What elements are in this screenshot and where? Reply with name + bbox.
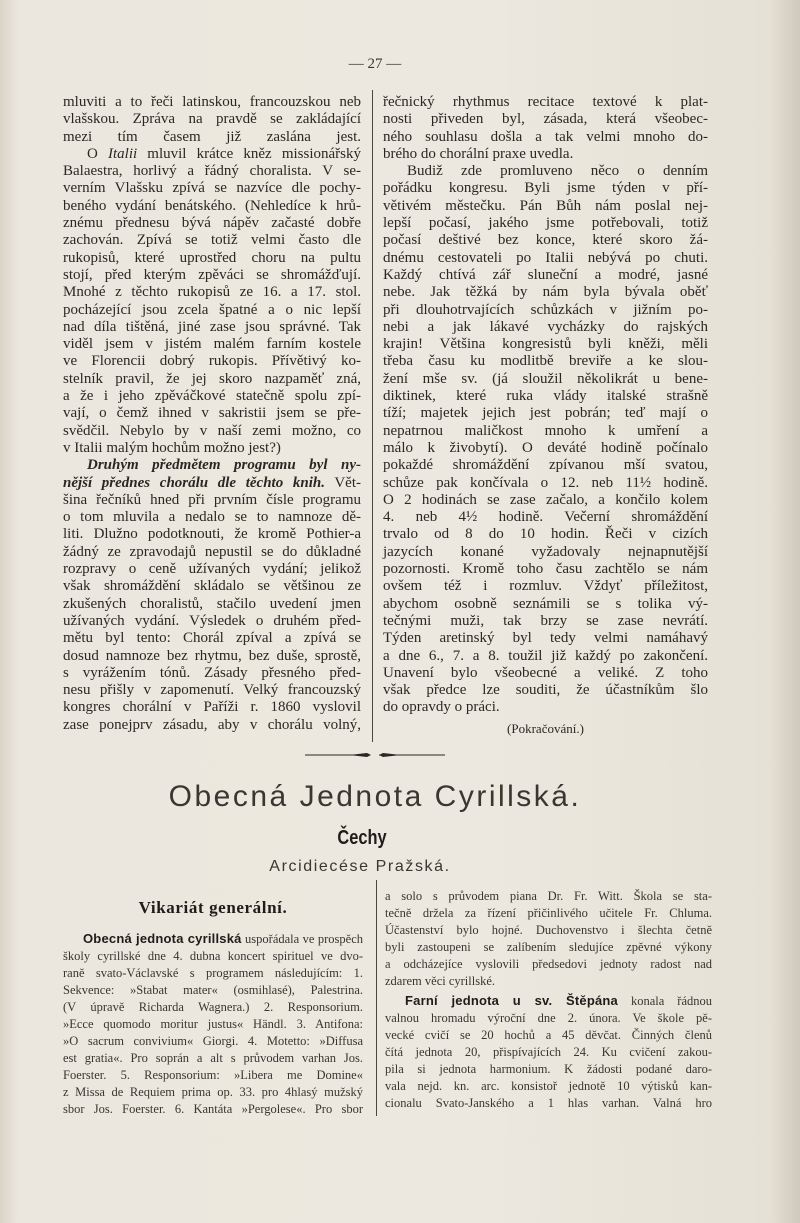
text-line: abychom osobně seznámili se s tolika vý-	[383, 595, 708, 612]
text-line: viděl jsem v jistém malém farním kostele	[63, 336, 361, 353]
text-line: jazycích konané vyžadovaly nejnapnutější	[383, 543, 708, 560]
text-line: však shromáždění skládalo se většinou ze	[63, 578, 361, 595]
text-line: však předce lze souditi, že účastníkům šlo	[383, 682, 708, 699]
text-line: zkušených choralistů, stačilo uvedení jmen	[63, 595, 361, 612]
text-line: o tom mluvila a nedalo se to namnoze dě-	[63, 509, 361, 526]
emphasized-text: Druhým předmětem programu byl ny-	[87, 457, 361, 474]
column-divider-bottom	[376, 880, 377, 1116]
text-line: Mnohé z těchto rukopisů ze 16. a 17. stol.	[63, 284, 361, 301]
text-line: málo k živobytí). O deváté hodině počínalo	[383, 439, 708, 456]
text-line: v Italii malým hochům možno jest?)	[63, 439, 281, 456]
text-line: pořádku kongresu. Byli jsme týden v pří-	[383, 180, 708, 197]
text-line: žení mše sv. (já sloužil několikrát u bene-	[383, 370, 708, 387]
text-line: rukopisů, které uprostřed choru na pultu	[63, 249, 361, 266]
emphasized-text: Italii	[107, 145, 138, 162]
text-line: lepší počasí, jakého jsme potřebovali, totiž	[383, 215, 708, 232]
text-line: byli zastoupeni se zalíbením sledujíce zpěvné výkony	[385, 940, 712, 954]
text-line: tečnými muži, tak brzy se zase nevrátí.	[383, 612, 708, 629]
text-line	[63, 475, 361, 492]
text-line: užívaných vydání. Výsledek o druhém před-	[63, 612, 361, 629]
continued-note: (Pokračování.)	[507, 720, 584, 736]
text-line: Unavení bylo všeobecné a veliké. Z toho	[383, 664, 708, 681]
text-line: nepatrnou maličkost mnoho k umření a	[383, 422, 708, 439]
text-line: ovšem též i rozmluv. Vždyť příležitost,	[383, 578, 708, 595]
text-line: větivém městečku. Pán Bůh nám poslal nej-	[383, 197, 708, 214]
text-line: schůze pak končívala o 12. neb 11½ hodině.	[383, 474, 708, 491]
text-line: brého do chorální praxe uvedla.	[383, 145, 574, 162]
text-line: šina řečníků hned při prvním čísle programu	[63, 491, 361, 508]
text-line: Foerster. 5. Responsorium: »Libera me Domine«	[63, 1068, 363, 1082]
text-line: vlašskou. Zpráva na pravdě se zakládající	[63, 111, 361, 128]
text-line: verním Vlašsku zpívá se nazvíce dle pochy-	[63, 180, 361, 197]
text-line: cionalu Svato-Janského a 1 hlas varhan. Valná hro	[385, 1096, 712, 1110]
text-line: pila si jednota harmonium. K žádosti podané daro-	[385, 1062, 712, 1076]
text-line: est gratia«. Pro soprán a alt s průvodem varhan Jos.	[63, 1051, 363, 1065]
text-line: diktinek, které ruka vlády italské strašně	[383, 388, 708, 405]
text-line: Účastenství bylo hojné. Duchovenstvo i šlechta četně	[385, 923, 712, 937]
text-line: O 2 hodinách se zase začalo, a končilo kolem	[383, 491, 708, 508]
text-line: vecké cvičí se 20 hochů a 45 děvčat. Činných členů	[385, 1028, 712, 1042]
text-line: pocházející jsou zcela špatné a o nic lepší	[63, 301, 361, 318]
paragraph	[383, 163, 708, 717]
text-line: žádný ze zpravodajů nepustil se do důkladné	[63, 543, 361, 560]
region-heading-text: Čechy	[337, 827, 387, 849]
text-line: tíží; majetek jejich jest pobrán; teď mají o	[383, 405, 708, 422]
text-line: nad díla tištěná, jiné zase jsou správné. Tak	[63, 318, 361, 335]
text-line: svědčil. Nebylo by v naší zemi možno, co	[63, 422, 361, 439]
text-line: ve Florencii dobrý rukopis. Přívětivý ko-	[63, 353, 361, 370]
text-line: trvalo od 8 do 10 hodin. Řeči v cizích	[383, 526, 708, 543]
text-line: a solo s průvodem piana Dr. Fr. Witt. Škola se sta-	[385, 889, 712, 903]
text-line: zase ponejprv zásadu, aby v chorálu volný,	[63, 716, 361, 733]
text-line: stelník pravil, že jej skoro nazpaměť zná,	[63, 370, 361, 387]
text-line: valnou hromadu výroční dne 2. února. Ve škole pě-	[385, 1011, 712, 1025]
text-line: řečnický rhythmus recitace textové k plat-	[383, 94, 708, 110]
text-line: vala nejd. kn. arc. konsistoř jednotě 10 výtisků kan-	[385, 1079, 712, 1093]
text-line	[63, 930, 363, 948]
text-line: třeba času ku modlitbě breviře a ke slou-	[383, 353, 708, 370]
text-line: Budiž zde promluveno něco o denním	[407, 163, 708, 180]
text-line: a že i jeho zpěváčkové statečně spolu zpí-	[63, 388, 361, 405]
paragraph	[63, 930, 363, 1118]
paragraph	[385, 992, 712, 1112]
text-line: kongres chorální v Paříži r. 1860 vyslovil	[63, 699, 361, 716]
paragraph	[63, 457, 361, 734]
text-line: počasí deštivé bez konce, které skoro žá-	[383, 232, 708, 249]
text-segment: mluvil krátce kněz missionářský	[137, 145, 361, 162]
text-line	[385, 992, 712, 1010]
text-segment: Vět-	[324, 474, 361, 491]
text-line: zachován. Zpívá se totiž velmi často dle	[63, 232, 361, 249]
text-segment: O	[87, 145, 108, 162]
text-line: stojí, před kterým zpěváci se shromážďují.	[63, 266, 361, 283]
text-line: 4. neb 4½ hodině. Večerní shromáždění	[383, 509, 708, 526]
paragraph	[383, 94, 708, 163]
text-line	[63, 146, 361, 163]
run-in-heading: Farní jednota u sv. Štěpána	[405, 993, 618, 1008]
section-title: Obecná Jednota Cyrillská.	[168, 780, 582, 813]
text-line: »Ecce quomodo moritur justus« Händl. 3. Antifona:	[63, 1017, 363, 1031]
text-line: mětu byl tento: Chorál zpíval a zpívá se	[63, 630, 361, 647]
text-line: tečně držela za řízení přičinlivého učitele Fr. Chluma.	[385, 906, 712, 920]
top-left-column	[63, 94, 361, 734]
text-line: Balaestra, horlivý a řádný choralista. V se-	[63, 163, 361, 180]
bottom-right-column	[385, 888, 712, 1112]
text-line: při dlouhotrvajících schůzkách v jižním po-	[383, 301, 708, 318]
text-line: Každý chtívá zář sluneční a modré, jasné	[383, 266, 708, 283]
text-line: liti. Dlužno podotknouti, že kromě Pothier-a	[63, 526, 361, 543]
diocese-heading: Arcidiecése Pražská.	[269, 858, 451, 875]
text-line: nosti přiveden byl, zásada, která všeobec-	[383, 111, 708, 128]
text-line: z Missa de Requiem prima op. 33. pro 4hlasý mužský	[63, 1085, 363, 1099]
text-line: a dne 6., 7. a 8. toužil již každý po zakončení.	[383, 647, 708, 664]
region-heading	[0, 827, 724, 850]
paragraph	[385, 888, 712, 990]
paragraph	[63, 94, 361, 146]
text-line: znému přednesu bývá nápěv začasté dobře	[63, 215, 361, 232]
text-line: nebi a jak lákavé vycházky do rajských	[383, 318, 708, 335]
text-line: s vyrážením tónů. Zásady přesného před-	[63, 664, 361, 681]
text-line: dnému cestovateli po Italii nebývá po chuti.	[383, 249, 708, 266]
emphasized-text: nější přednes chorálu dle těchto knih.	[63, 474, 325, 491]
bottom-left-column	[63, 930, 363, 1118]
text-line: zdarem věci cyrillské.	[385, 974, 496, 988]
text-line: sbor Jos. Foerster. 6. Kantáta »Pergolese«. Pro sbor	[63, 1102, 363, 1116]
text-segment: uspořádala ve prospěch	[241, 932, 363, 946]
text-line: (V úpravě Richarda Wagnera.) 2. Responsorium.	[63, 1000, 363, 1014]
text-line: nebe. Jak těžká by nám byla bývala oběť	[383, 284, 708, 301]
column-divider	[372, 90, 373, 742]
text-line: »O sacrum convivium« Giorgi. 4. Motetto: »Diffusa	[63, 1034, 363, 1048]
text-line: Sekvence: »Stabat mater« (osmihlasé), Palestrina.	[63, 983, 363, 997]
text-line: školy cyrillské dne 4. dubna koncert spirituel ve dvo-	[63, 949, 363, 963]
text-line: ného souhlasu došla a tak velmi mnoho do-	[383, 128, 708, 145]
text-line: nesu přišly v zapomenutí. Velký francouzský	[63, 682, 361, 699]
text-line: Týden aretinský byl tedy velmi namáhavý	[383, 630, 708, 647]
text-line: a odcházejíce vyslovili předsedovi jednoty radost nad	[385, 957, 712, 971]
text-line: mezi tím časem již zaslána jest.	[63, 128, 361, 145]
ornament-divider	[305, 748, 445, 762]
text-line: čítá jednota 20, přispívajících 24. Ku cvičení zakou-	[385, 1045, 712, 1059]
text-line: pozornosti. Kromě toho času zachtělo se nám	[383, 561, 708, 578]
text-line: mluviti a to řeči latinskou, francouzskou neb	[63, 94, 361, 110]
subheading: Vikariát generální.	[138, 898, 288, 917]
text-line: beného vydání benátského. (Nehledíce k hrů-	[63, 197, 361, 214]
text-segment: konala řádnou	[617, 994, 712, 1008]
text-line: pokaždé shromáždění zpívanou mší svatou,	[383, 457, 708, 474]
text-line: vají, o čemž ihned v sakristii jsem se pře-	[63, 405, 361, 422]
text-line: krajin! Většina kongresistů byli kněži, měli	[383, 336, 708, 353]
text-line: rozpravy o ceně užívaných vydání; jelikož	[63, 561, 361, 578]
top-right-column	[383, 94, 708, 737]
page-number: — 27 —	[348, 56, 402, 72]
text-line: do opravdy o práci.	[383, 699, 500, 716]
text-line	[63, 457, 361, 474]
paragraph	[63, 146, 361, 457]
text-line: raně svato-Václavské s programem následujícím: 1.	[63, 966, 363, 980]
text-line: dosud namnoze bez rhytmu, bez duše, sprostě,	[63, 647, 361, 664]
run-in-heading: Obecná jednota cyrillská	[83, 931, 242, 946]
